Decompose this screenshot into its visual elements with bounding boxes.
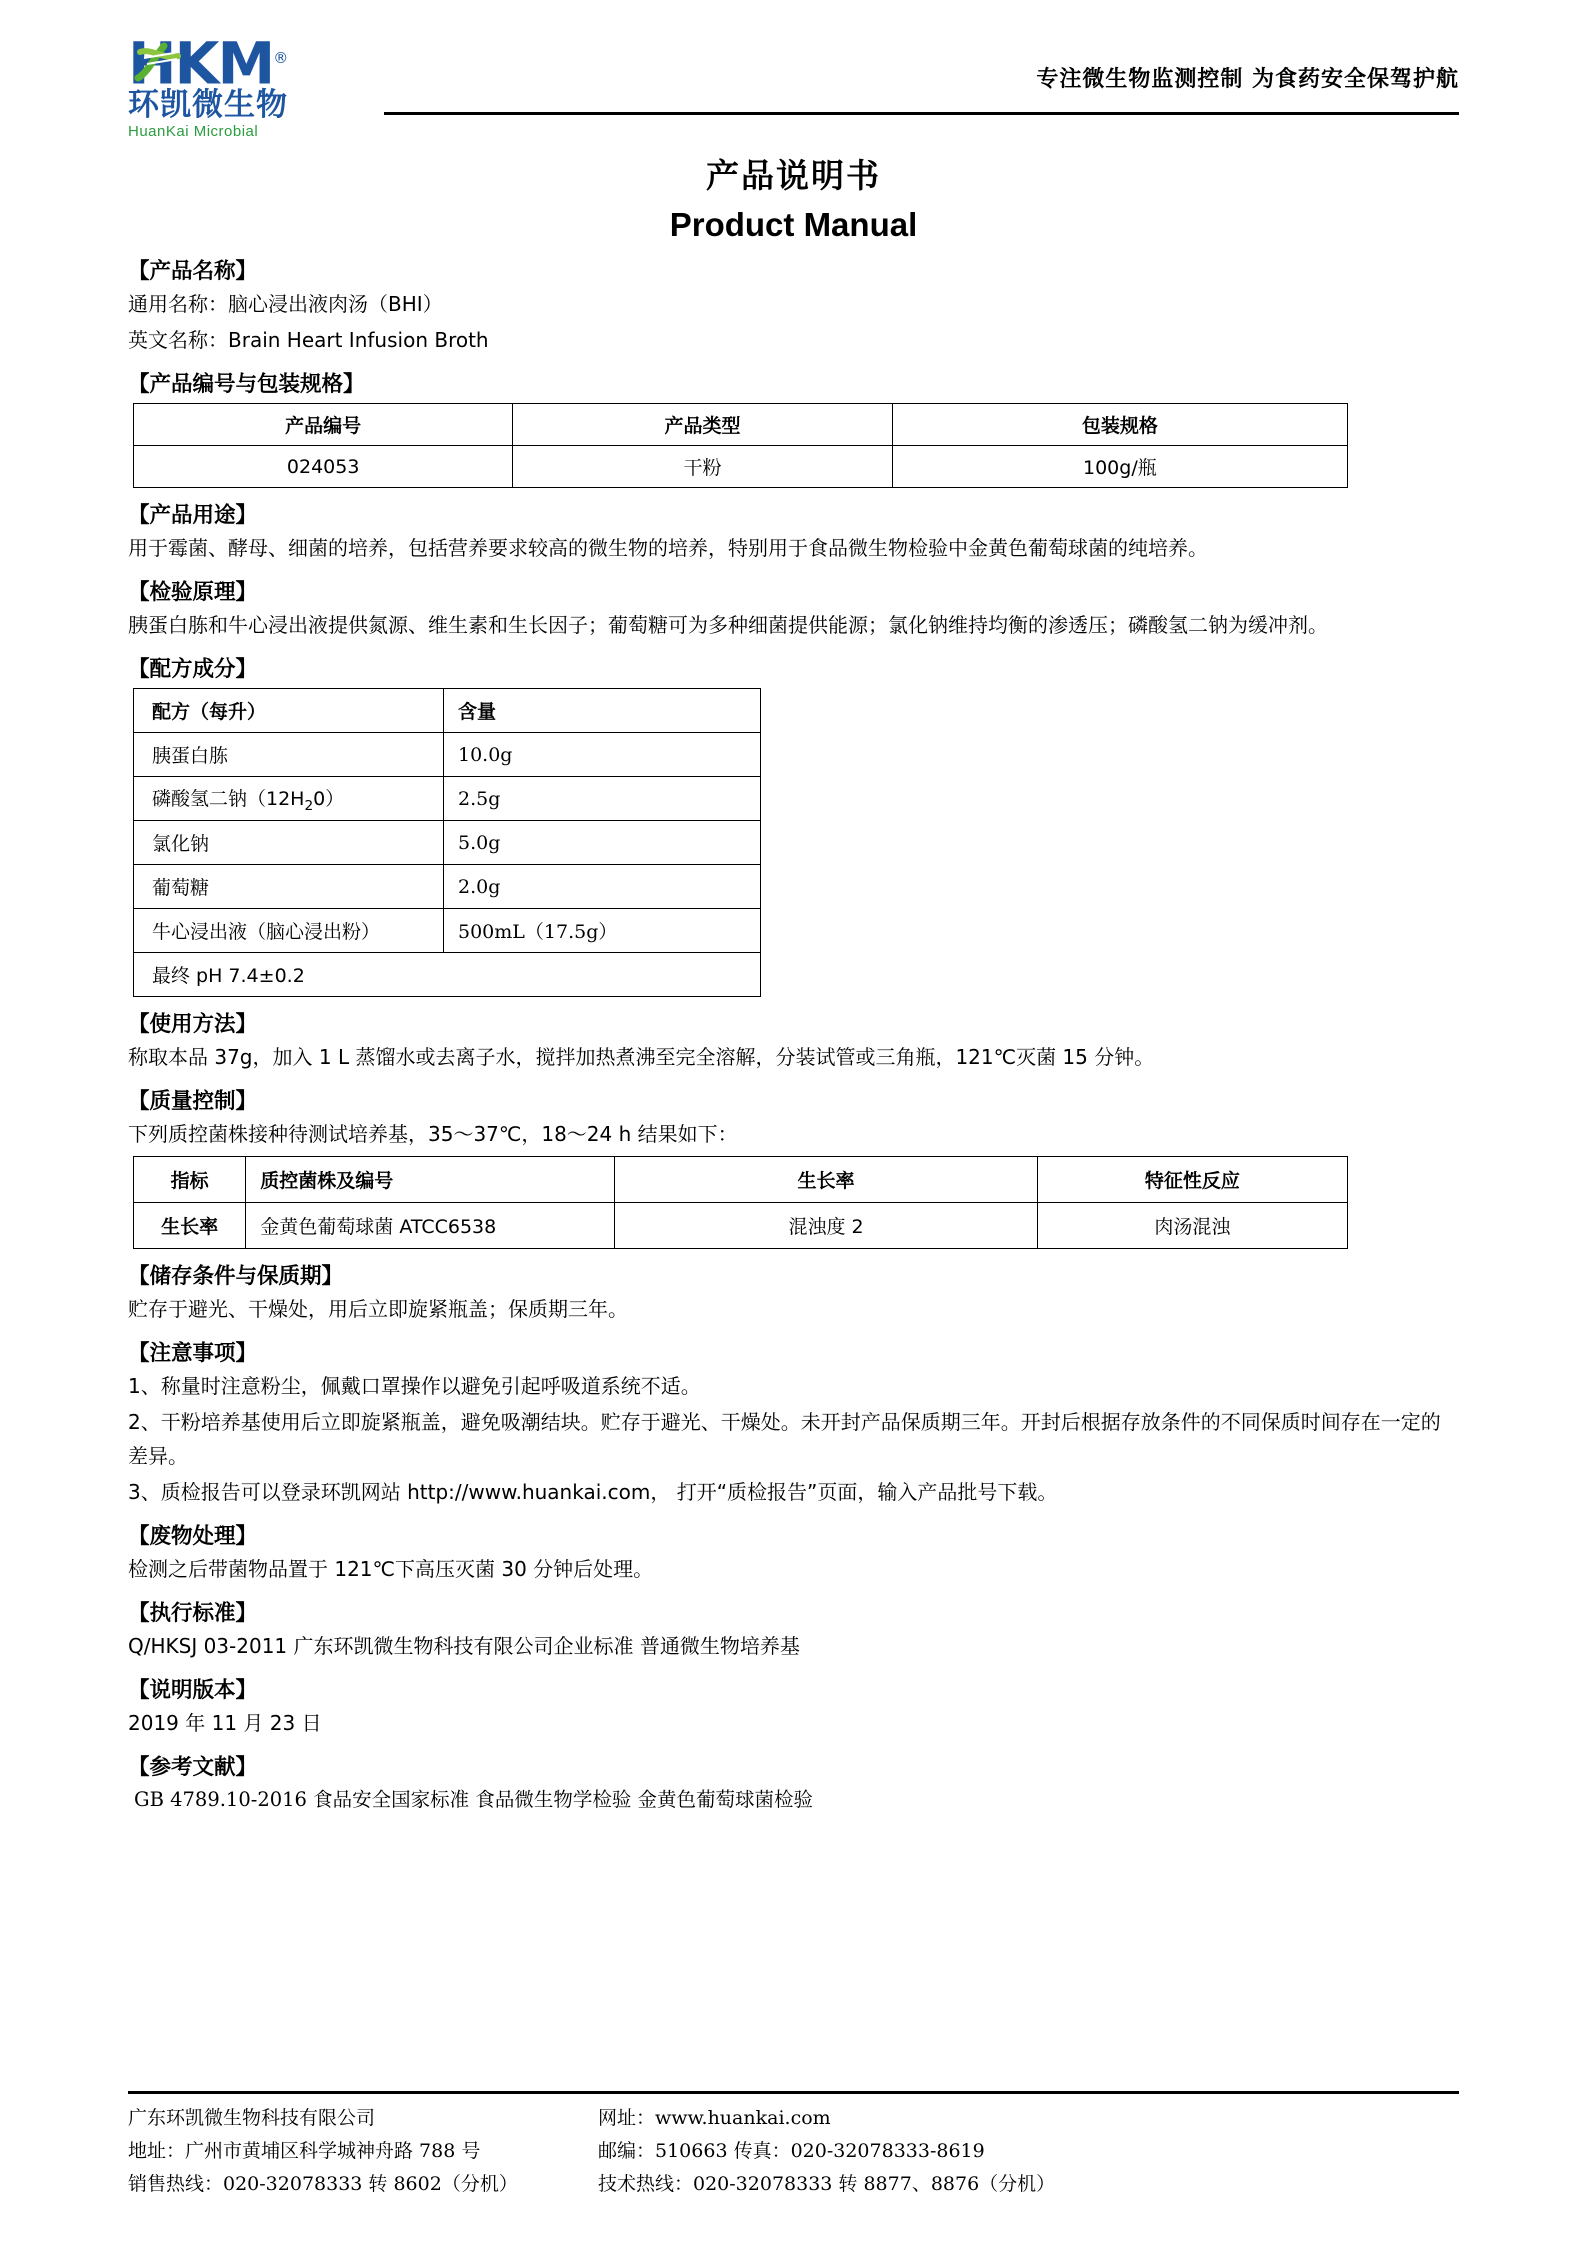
formula-amount: 500mL（17.5g） bbox=[444, 909, 761, 953]
page-header bbox=[128, 28, 1459, 140]
quality-control-table bbox=[133, 1156, 1348, 1249]
formula-amount: 2.5g bbox=[444, 777, 761, 821]
footer-sales-hotline: 销售热线：020-32078333 转 8602（分机） bbox=[128, 2173, 518, 2195]
quality-control-intro: 下列质控菌株接种待测试培养基，35～37℃，18～24 h 结果如下： bbox=[128, 1122, 738, 1146]
col-header-package-spec: 包装规格 bbox=[892, 404, 1347, 446]
table-header-row bbox=[134, 689, 761, 733]
section-heading-storage: 【储存条件与保质期】 bbox=[128, 1264, 344, 1289]
formula-amount: 5.0g bbox=[444, 821, 761, 865]
table-header-row bbox=[134, 404, 1348, 446]
page-subtitle: Product Manual bbox=[669, 206, 918, 243]
cell-strain: 金黄色葡萄球菌 ATCC6538 bbox=[246, 1203, 615, 1249]
section-heading-precautions: 【注意事项】 bbox=[128, 1341, 258, 1366]
formula-ingredient: 氯化钠 bbox=[134, 821, 444, 865]
table-row bbox=[134, 865, 761, 909]
cell-reaction: 肉汤混浊 bbox=[1037, 1203, 1347, 1249]
table-row bbox=[134, 446, 1348, 488]
section-heading-version: 【说明版本】 bbox=[128, 1678, 258, 1703]
logo-hkm-text: HKM® bbox=[128, 29, 287, 98]
method-text: 称取本品 37g，加入 1 L 蒸馏水或去离子水，搅拌加热煮沸至完全溶解，分装试管或三角瓶，121℃灭菌 15 分钟。 bbox=[128, 1045, 1155, 1069]
table-row bbox=[134, 909, 761, 953]
section-heading-formula: 【配方成分】 bbox=[128, 657, 258, 682]
formula-final-ph: 最终 pH 7.4±0.2 bbox=[134, 953, 761, 997]
col-header-growth-rate: 生长率 bbox=[615, 1157, 1037, 1203]
precaution-item: 3、质检报告可以登录环凯网站 http://www.huankai.com， 打开“质检报告”页面，输入产品批号下载。 bbox=[128, 1480, 1058, 1504]
cell-indicator: 生长率 bbox=[134, 1203, 246, 1249]
col-header-indicator: 指标 bbox=[134, 1157, 246, 1203]
product-english-name: 英文名称：Brain Heart Infusion Broth bbox=[128, 328, 489, 352]
version-text: 2019 年 11 月 23 日 bbox=[128, 1711, 322, 1735]
principle-text: 胰蛋白胨和牛心浸出液提供氮源、维生素和生长因子；葡萄糖可为多种细菌提供能源；氯化钠维持均衡的渗透压；磷酸氢二钠为缓冲剂。 bbox=[128, 613, 1328, 637]
table-row bbox=[134, 821, 761, 865]
logo-chinese-name: 环凯微生物 bbox=[128, 87, 288, 123]
footer-left-column bbox=[128, 2102, 598, 2201]
logo-english-name: HuanKai Microbial bbox=[128, 123, 259, 140]
cell-growth-rate: 混浊度 2 bbox=[615, 1203, 1037, 1249]
logo-mark bbox=[128, 29, 398, 98]
standard-text: Q/HKSJ 03-2011 广东环凯微生物科技有限公司企业标准 普通微生物培养基 bbox=[128, 1634, 800, 1658]
section-heading-standard: 【执行标准】 bbox=[128, 1601, 258, 1626]
precaution-item: 2、干粉培养基使用后立即旋紧瓶盖，避免吸潮结块。贮存于避光、干燥处。未开封产品保质期三年。开封后根据存放条件的不同保质时间存在一定的差异。 bbox=[128, 1410, 1441, 1468]
formula-ingredient: 葡萄糖 bbox=[134, 865, 444, 909]
footer-address: 地址：广州市黄埔区科学城神舟路 788 号 bbox=[128, 2140, 481, 2162]
formula-amount: 2.0g bbox=[444, 865, 761, 909]
section-heading-principle: 【检验原理】 bbox=[128, 580, 258, 605]
cell-package-spec: 100g/瓶 bbox=[892, 446, 1347, 488]
col-header-reaction: 特征性反应 bbox=[1037, 1157, 1347, 1203]
footer-company: 广东环凯微生物科技有限公司 bbox=[128, 2107, 376, 2129]
footer-tech-hotline: 技术热线：020-32078333 转 8877、8876（分机） bbox=[598, 2173, 1056, 2195]
purpose-text: 用于霉菌、酵母、细菌的培养，包括营养要求较高的微生物的培养，特别用于食品微生物检验中金黄色葡萄球菌的纯培养。 bbox=[128, 536, 1208, 560]
registered-trademark-icon: ® bbox=[273, 49, 287, 67]
storage-text: 贮存于避光、干燥处，用后立即旋紧瓶盖；保质期三年。 bbox=[128, 1297, 628, 1321]
cell-product-type: 干粉 bbox=[513, 446, 892, 488]
footer-website: 网址：www.huankai.com bbox=[598, 2107, 831, 2129]
references-text: GB 4789.10-2016 食品安全国家标准 食品微生物学检验 金黄色葡萄球菌检验 bbox=[134, 1788, 814, 1811]
col-header-formula: 配方（每升） bbox=[134, 689, 444, 733]
product-common-name: 通用名称：脑心浸出液肉汤（BHI） bbox=[128, 292, 443, 316]
company-logo bbox=[128, 29, 428, 140]
section-heading-waste: 【废物处理】 bbox=[128, 1524, 258, 1549]
col-header-product-type: 产品类型 bbox=[513, 404, 892, 446]
cell-product-code: 024053 bbox=[134, 446, 513, 488]
precaution-item: 1、称量时注意粉尘，佩戴口罩操作以避免引起呼吸道系统不适。 bbox=[128, 1374, 701, 1398]
section-heading-product-code: 【产品编号与包装规格】 bbox=[128, 372, 365, 397]
section-heading-purpose: 【产品用途】 bbox=[128, 503, 258, 528]
page-footer bbox=[128, 2091, 1459, 2201]
col-header-strain: 质控菌株及编号 bbox=[246, 1157, 615, 1203]
section-heading-product-name: 【产品名称】 bbox=[128, 259, 258, 284]
company-tagline: 专注微生物监测控制 为食药安全保驾护航 bbox=[1036, 67, 1459, 92]
table-row bbox=[134, 1203, 1348, 1249]
header-divider bbox=[384, 112, 1459, 115]
formula-ingredient: 胰蛋白胨 bbox=[134, 733, 444, 777]
table-row bbox=[134, 733, 761, 777]
section-heading-quality-control: 【质量控制】 bbox=[128, 1089, 258, 1114]
col-header-content: 含量 bbox=[444, 689, 761, 733]
footer-right-column bbox=[598, 2102, 1459, 2201]
table-header-row bbox=[134, 1157, 1348, 1203]
product-code-table bbox=[133, 403, 1348, 488]
waste-text: 检测之后带菌物品置于 121℃下高压灭菌 30 分钟后处理。 bbox=[128, 1557, 654, 1581]
table-row-ph bbox=[134, 953, 761, 997]
page-title: 产品说明书 bbox=[706, 156, 881, 195]
formula-ingredient: 磷酸氢二钠$(12H_20)$ bbox=[134, 777, 444, 821]
footer-divider bbox=[128, 2091, 1459, 2094]
formula-amount: 10.0g bbox=[444, 733, 761, 777]
section-heading-method: 【使用方法】 bbox=[128, 1012, 258, 1037]
col-header-product-code: 产品编号 bbox=[134, 404, 513, 446]
section-heading-references: 【参考文献】 bbox=[128, 1755, 258, 1780]
formula-table bbox=[133, 688, 761, 997]
formula-ingredient: 牛心浸出液（脑心浸出粉） bbox=[134, 909, 444, 953]
footer-postal-fax: 邮编：510663 传真：020-32078333-8619 bbox=[598, 2140, 985, 2162]
table-row bbox=[134, 777, 761, 821]
